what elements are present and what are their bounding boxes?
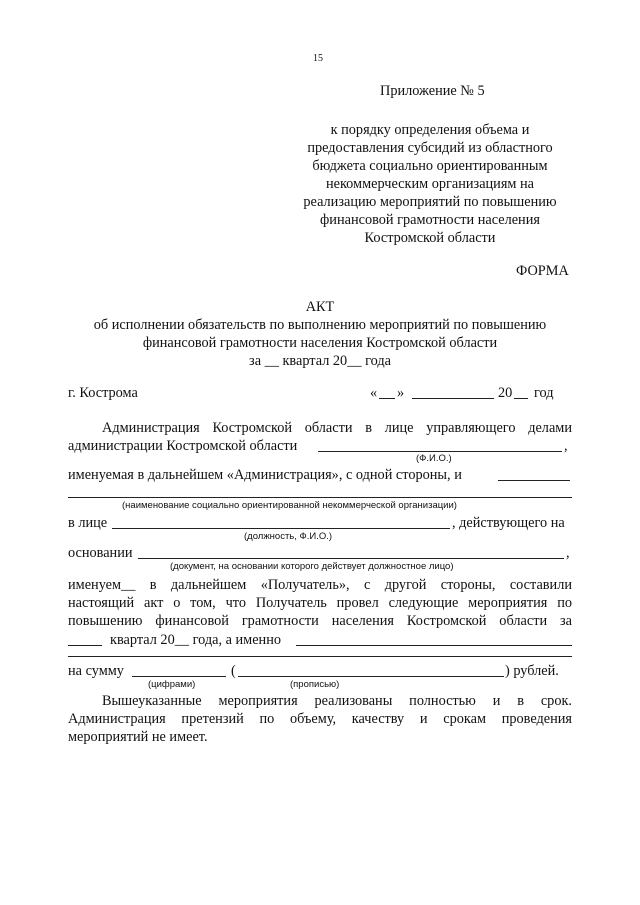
sum-label: на сумму <box>68 663 124 679</box>
quarter-text: квартал 20__ года, а именно <box>110 632 282 648</box>
comma: , <box>564 438 568 454</box>
fio-caption: (Ф.И.О.) <box>416 453 452 464</box>
acting-label: , действующего на <box>452 515 565 531</box>
activities-field-start[interactable] <box>296 645 572 646</box>
date-year: 20 <box>498 385 513 401</box>
paren-open: ( <box>231 663 236 679</box>
position-caption: (должность, Ф.И.О.) <box>244 531 333 542</box>
sum-digits-field[interactable] <box>132 676 226 677</box>
appendix-line: предоставления субсидий из областного <box>307 140 553 156</box>
page-number: 15 <box>313 53 323 64</box>
act-title: АКТ <box>305 299 335 315</box>
act-subtitle: об исполнении обязательств по выполнению мероприятий по повышению <box>93 317 547 333</box>
words-caption: (прописью) <box>290 679 340 690</box>
appendix-line: Костромской области <box>364 230 496 246</box>
form-label: ФОРМА <box>516 263 569 279</box>
paragraph-line: настоящий акт о том, что Получатель провел следующие мероприятия по <box>68 595 572 611</box>
sum-words-field[interactable] <box>238 676 504 677</box>
quarter-field[interactable] <box>68 645 102 646</box>
basis-document-field[interactable] <box>138 558 564 559</box>
rubles-label: ) рублей. <box>505 663 559 679</box>
document-caption: (документ, на основании которого действует должностное лицо) <box>170 561 454 572</box>
basis-label: основании <box>68 545 133 561</box>
paragraph-line: Вышеуказанные мероприятия реализованы полностью и в срок. <box>102 693 572 709</box>
representative-field[interactable] <box>112 528 450 529</box>
activities-field[interactable] <box>68 656 572 657</box>
comma: , <box>566 545 570 561</box>
paragraph-line: Администрация претензий по объему, качеству и срокам проведения <box>68 711 572 727</box>
paragraph-line: мероприятий не имеет. <box>68 729 208 745</box>
organization-field-start[interactable] <box>498 480 570 481</box>
organization-caption: (наименование социально ориентированной некоммерческой организации) <box>122 500 457 511</box>
organization-field[interactable] <box>68 497 572 498</box>
appendix-line: финансовой грамотности населения <box>320 212 540 228</box>
place: г. Кострома <box>68 385 138 401</box>
appendix-title: Приложение № 5 <box>380 83 485 99</box>
manager-fio-field[interactable] <box>318 451 562 452</box>
appendix-line: к порядку определения объема и <box>330 122 530 138</box>
date-year-field[interactable] <box>514 398 528 399</box>
paragraph-line: именуемая в дальнейшем «Администрация», с одной стороны, и <box>68 467 462 483</box>
appendix-line: некоммерческим организациям на <box>325 176 535 192</box>
digits-caption: (цифрами) <box>148 679 196 690</box>
paragraph-line: повышению финансовой грамотности населения Костромской области за <box>68 613 572 629</box>
date-close-quote: » <box>397 385 405 401</box>
appendix-line: бюджета социально ориентированным <box>312 158 548 174</box>
date-month-field[interactable] <box>412 398 494 399</box>
paragraph-line: администрации Костромской области <box>68 438 298 454</box>
date-year-suffix: год <box>534 385 554 401</box>
in-person-label: в лице <box>68 515 108 531</box>
act-subtitle: за __ квартал 20__ года <box>249 353 391 369</box>
appendix-line: реализацию мероприятий по повышению <box>303 194 557 210</box>
date-day-field[interactable] <box>379 398 395 399</box>
paragraph-line: Администрация Костромской области в лице управляющего делами <box>102 420 572 436</box>
paragraph-line: именуем__ в дальнейшем «Получатель», с другой стороны, составили <box>68 577 572 593</box>
act-subtitle: финансовой грамотности населения Костромской области <box>142 335 498 351</box>
date-open-quote: « <box>370 385 378 401</box>
